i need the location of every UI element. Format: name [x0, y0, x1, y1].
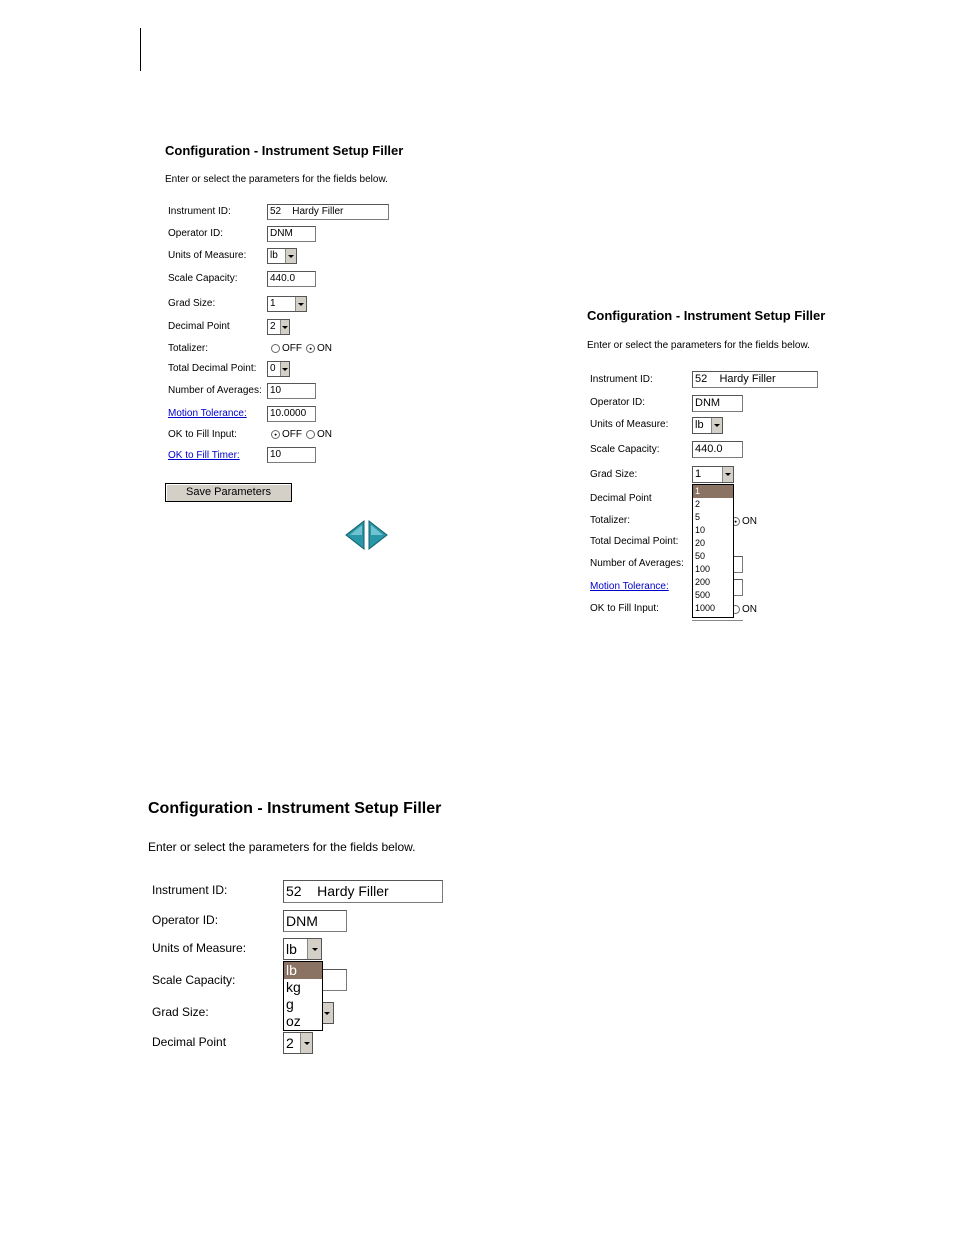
total-decimal-point-label: Total Decimal Point: [168, 363, 257, 374]
radio-off-icon [271, 344, 280, 353]
grad-size-dropdown[interactable] [692, 484, 734, 618]
units-select[interactable] [692, 417, 723, 434]
motion-tolerance-link[interactable]: Motion Tolerance: [590, 581, 669, 592]
radio-on-icon [306, 344, 315, 353]
units-label: Units of Measure: [168, 250, 247, 261]
number-of-averages-field[interactable]: 10 [267, 383, 316, 399]
number-of-averages-label: Number of Averages: [168, 385, 262, 396]
scale-capacity-label: Scale Capacity: [590, 444, 660, 455]
scale-capacity-label: Scale Capacity: [168, 273, 238, 284]
grad-size-select-value: 1 [270, 298, 276, 309]
page-margin-bar [140, 28, 141, 71]
decimal-point-label: Decimal Point [590, 493, 652, 504]
instrument-id-field[interactable]: 52 Hardy Filler [267, 204, 389, 220]
dropdown-option[interactable]: 2 [695, 499, 701, 509]
operator-id-field[interactable]: DNM [267, 226, 316, 242]
ok-fill-input-on-radio[interactable] [731, 604, 757, 615]
ok-fill-timer-link[interactable]: OK to Fill Timer: [168, 450, 240, 461]
units-dropdown[interactable] [283, 961, 323, 1031]
scale-capacity-label: Scale Capacity: [152, 973, 236, 987]
chevron-down-icon[interactable] [722, 467, 733, 482]
totalizer-label: Totalizer: [590, 515, 631, 526]
radio-on-label: ON [742, 604, 757, 615]
units-select[interactable] [283, 938, 322, 960]
grad-size-label: Grad Size: [152, 1005, 209, 1019]
operator-id-field[interactable]: DNM [692, 395, 743, 412]
radio-on-icon [306, 430, 315, 439]
page-title: Configuration - Instrument Setup Filler [587, 308, 826, 323]
units-select[interactable] [267, 248, 297, 264]
arrow-left-icon[interactable] [344, 520, 366, 550]
chevron-down-icon[interactable] [295, 297, 306, 311]
radio-on-label: ON [317, 343, 332, 354]
page-title: Configuration - Instrument Setup Filler [165, 143, 404, 158]
dropdown-option[interactable]: 1 [693, 485, 733, 498]
dropdown-option[interactable]: oz [286, 1013, 301, 1029]
totalizer-on-radio[interactable] [306, 343, 332, 354]
dropdown-option[interactable]: 100 [695, 564, 711, 574]
instrument-id-field[interactable]: 52 Hardy Filler [692, 371, 818, 388]
dropdown-option[interactable]: 10 [695, 525, 706, 535]
ok-fill-timer-field-edge [692, 620, 743, 621]
units-select-value: lb [695, 419, 704, 431]
decimal-point-select-value: 2 [286, 1035, 294, 1051]
operator-id-label: Operator ID: [152, 913, 219, 927]
dropdown-option[interactable]: 500 [695, 590, 711, 600]
number-of-averages-label: Number of Averages: [590, 558, 684, 569]
ok-fill-input-label: OK to Fill Input: [168, 429, 237, 440]
decimal-point-select[interactable] [283, 1032, 313, 1054]
chevron-down-icon[interactable] [300, 1033, 312, 1053]
total-decimal-point-label: Total Decimal Point: [590, 536, 679, 547]
save-parameters-button[interactable]: Save Parameters [165, 483, 292, 502]
chevron-down-icon[interactable] [307, 939, 321, 959]
totalizer-off-radio[interactable] [271, 343, 302, 354]
ok-fill-timer-field[interactable]: 10 [267, 447, 316, 463]
page-intro: Enter or select the parameters for the fields below. [165, 174, 388, 185]
operator-id-label: Operator ID: [590, 397, 646, 408]
dropdown-option[interactable]: 20 [695, 538, 706, 548]
total-decimal-point-value: 0 [270, 363, 276, 374]
chevron-down-icon[interactable] [285, 249, 296, 263]
motion-tolerance-link[interactable]: Motion Tolerance: [168, 408, 247, 419]
instrument-id-label: Instrument ID: [590, 374, 653, 385]
grad-size-label: Grad Size: [590, 469, 638, 480]
dropdown-option[interactable]: g [286, 996, 294, 1012]
totalizer-on-radio[interactable] [731, 516, 757, 527]
totalizer-label: Totalizer: [168, 343, 209, 354]
grad-size-select[interactable] [267, 296, 307, 312]
decimal-point-label: Decimal Point [152, 1035, 227, 1049]
instrument-id-field[interactable]: 52 Hardy Filler [283, 880, 443, 903]
scale-capacity-field[interactable]: 440.0 [692, 441, 743, 458]
decimal-point-label: Decimal Point [168, 321, 230, 332]
radio-off-label: OFF [282, 429, 302, 440]
radio-off-icon [271, 430, 280, 439]
motion-tolerance-field[interactable]: 10.0000 [267, 406, 316, 422]
units-select-value: lb [270, 250, 278, 261]
operator-id-field[interactable]: DNM [283, 910, 347, 932]
ok-fill-input-off-radio[interactable] [271, 429, 302, 440]
instrument-id-label: Instrument ID: [168, 206, 231, 217]
page-title: Configuration - Instrument Setup Filler [148, 800, 442, 817]
total-decimal-point-select[interactable] [267, 361, 290, 377]
instrument-id-label: Instrument ID: [152, 883, 228, 897]
units-label: Units of Measure: [590, 419, 669, 430]
decimal-point-select[interactable] [267, 319, 290, 335]
radio-on-label: ON [317, 429, 332, 440]
dropdown-option[interactable]: 5 [695, 512, 701, 522]
ok-fill-input-on-radio[interactable] [306, 429, 332, 440]
grad-size-label: Grad Size: [168, 298, 216, 309]
dropdown-option[interactable]: 200 [695, 577, 711, 587]
scale-capacity-field[interactable]: 440.0 [267, 271, 316, 287]
units-label: Units of Measure: [152, 941, 247, 955]
grad-size-select-value: 1 [695, 468, 702, 480]
radio-off-label: OFF [282, 343, 302, 354]
ok-fill-input-label: OK to Fill Input: [590, 603, 659, 614]
radio-on-label: ON [742, 516, 757, 527]
arrow-right-icon[interactable] [367, 520, 389, 550]
dropdown-option[interactable]: 1000 [695, 603, 716, 613]
dropdown-option[interactable]: kg [286, 979, 301, 995]
chevron-down-icon[interactable] [711, 418, 722, 433]
grad-size-select[interactable] [692, 466, 734, 483]
page-intro: Enter or select the parameters for the fields below. [148, 840, 416, 854]
units-select-value: lb [286, 941, 297, 957]
dropdown-option[interactable]: lb [284, 962, 322, 979]
decimal-point-select-value: 2 [270, 321, 276, 332]
operator-id-label: Operator ID: [168, 228, 224, 239]
chevron-down-icon[interactable] [280, 320, 289, 334]
chevron-down-icon[interactable] [280, 362, 289, 376]
page-intro: Enter or select the parameters for the fields below. [587, 340, 810, 351]
dropdown-option[interactable]: 50 [695, 551, 706, 561]
